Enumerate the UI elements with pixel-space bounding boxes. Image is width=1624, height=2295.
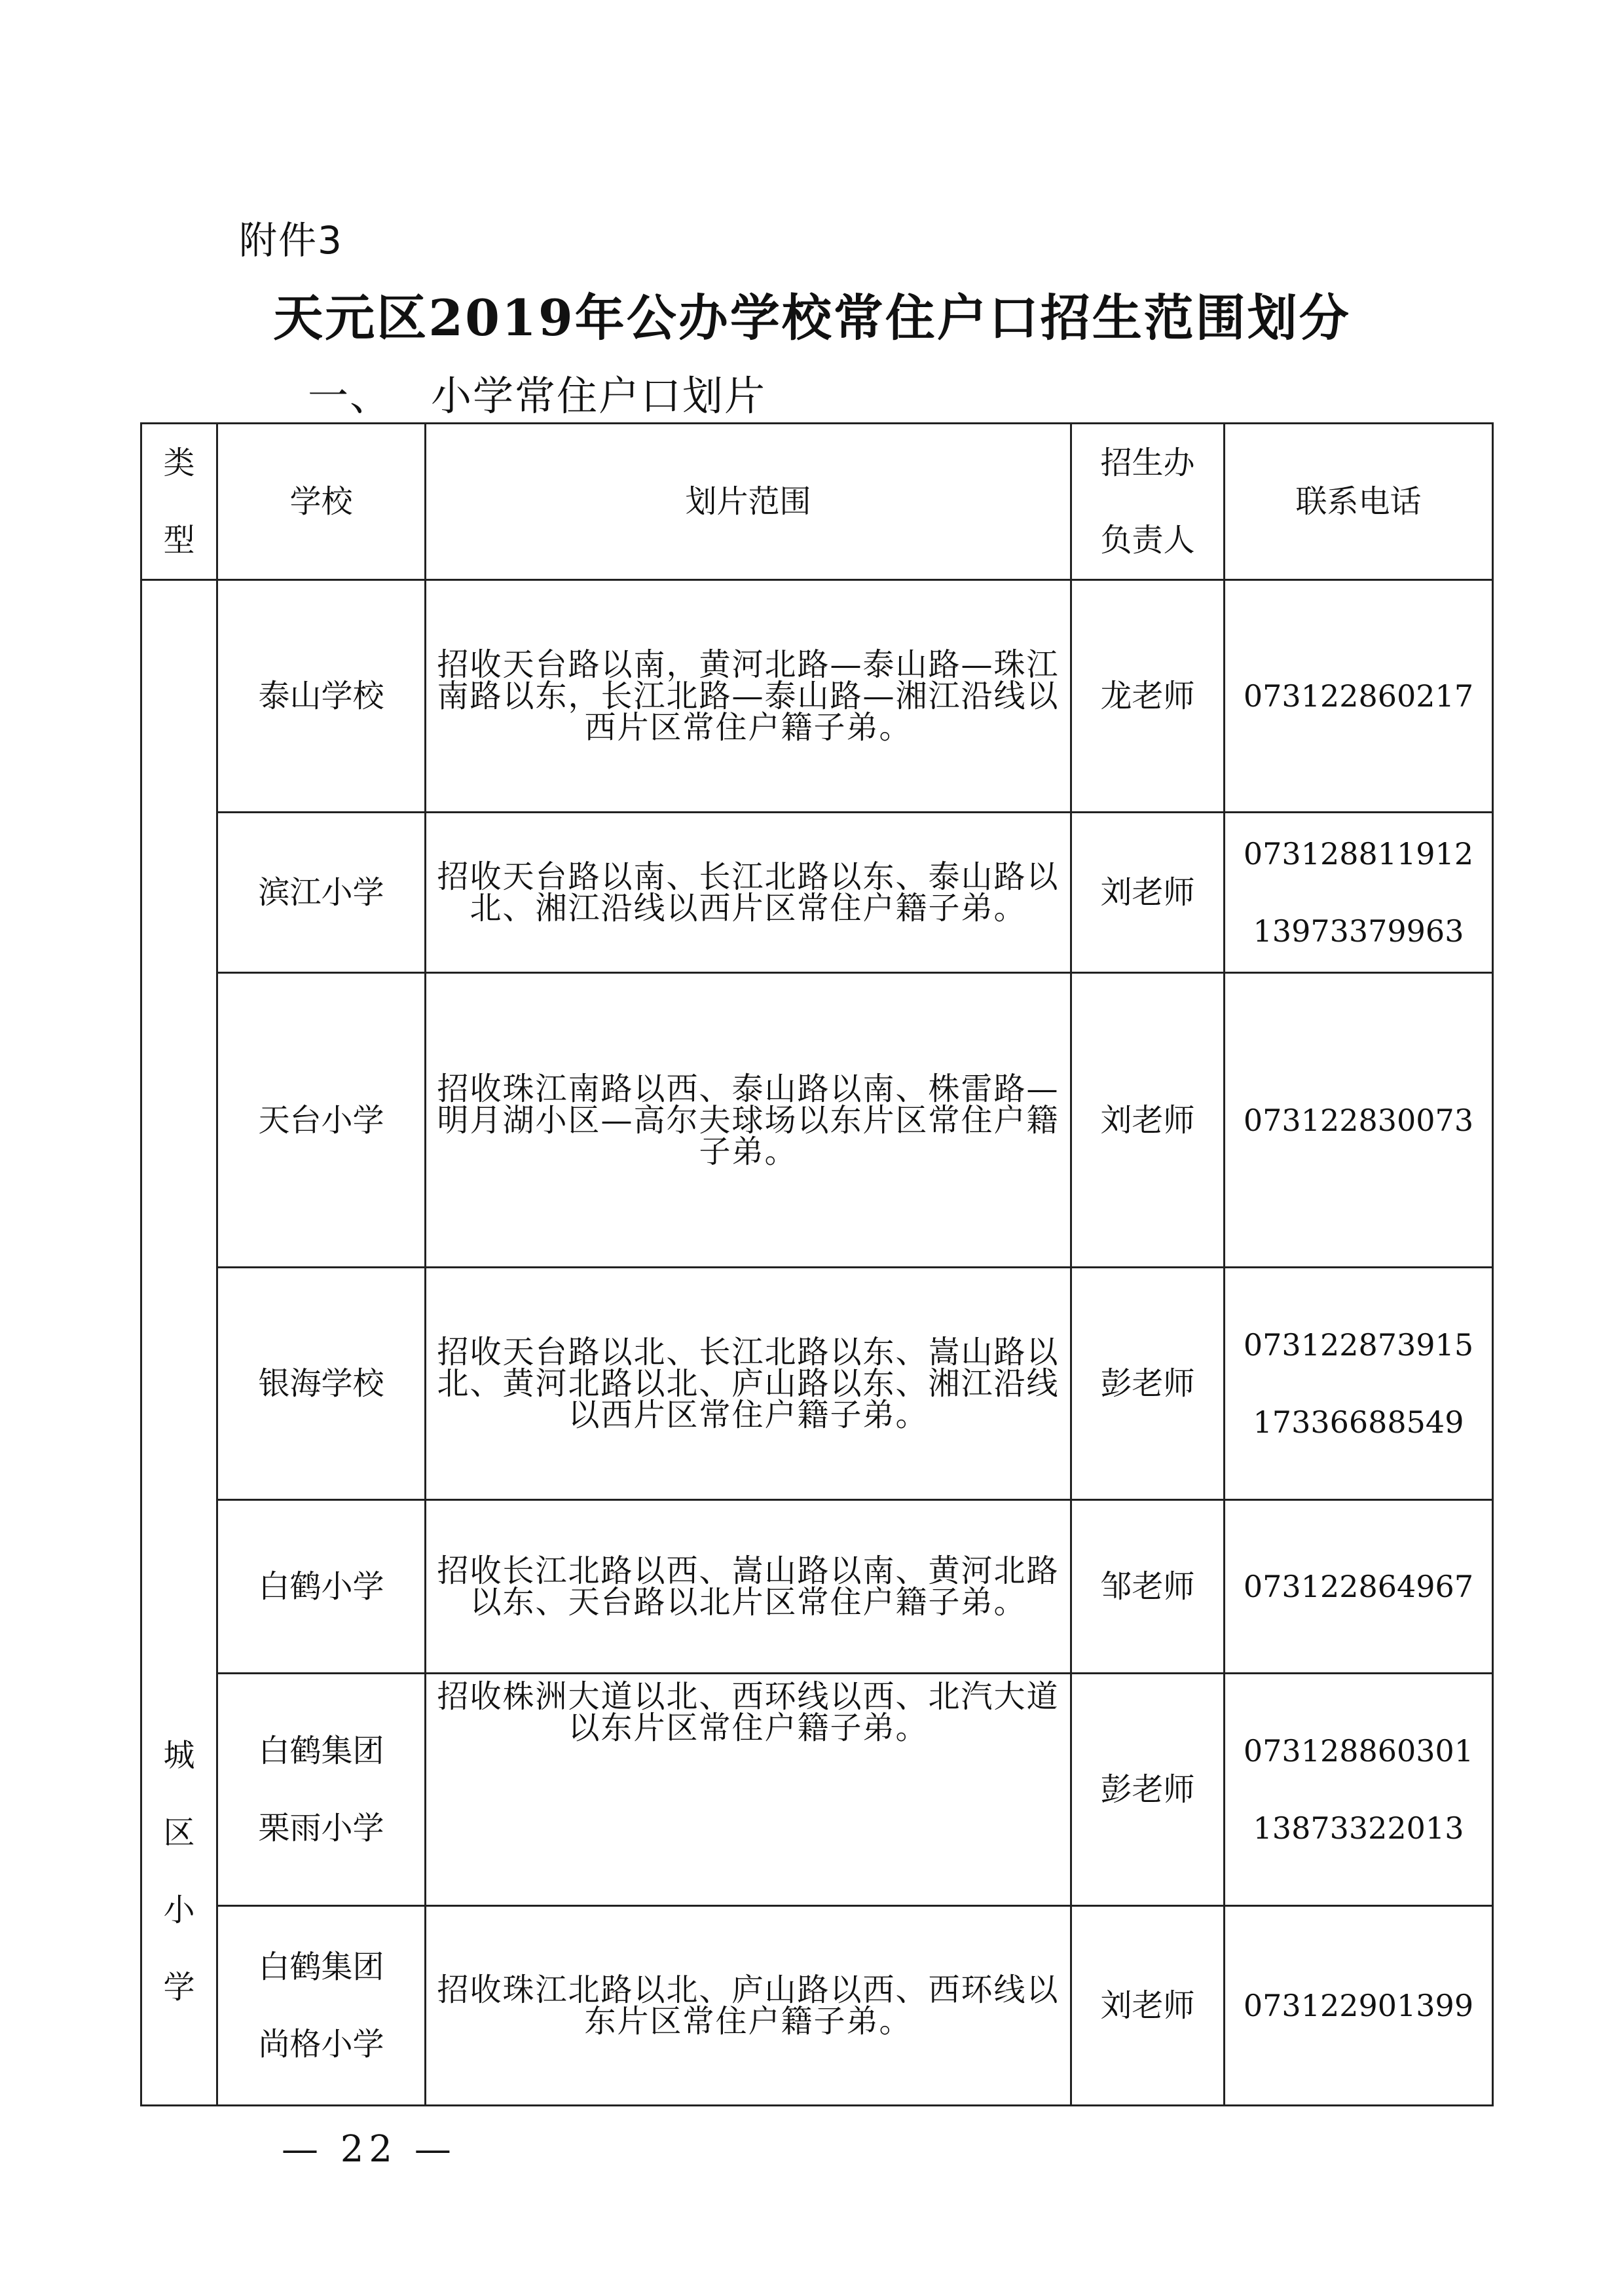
range-cell: 招收株洲大道以北、西环线以西、北汽大道以东片区常住户籍子弟。 xyxy=(426,1674,1071,1906)
contact-cell: 彭老师 xyxy=(1071,1268,1225,1500)
enrollment-table xyxy=(140,422,1494,2106)
table-header-row xyxy=(141,424,1493,580)
page-number: — 22 — xyxy=(282,2128,456,2171)
range-cell: 招收天台路以北、长江北路以东、嵩山路以北、黄河北路以北、庐山路以东、湘江沿线以西片区常住户籍子弟。 xyxy=(426,1268,1071,1500)
header-contact: 招生办 负责人 xyxy=(1071,424,1225,580)
contact-cell: 刘老师 xyxy=(1071,973,1225,1268)
phone-cell: 073122860217 xyxy=(1225,580,1493,813)
range-cell: 招收珠江北路以北、庐山路以西、西环线以东片区常住户籍子弟。 xyxy=(426,1906,1071,2106)
table-row xyxy=(141,813,1493,973)
range-cell: 招收长江北路以西、嵩山路以南、黄河北路以东、天台路以北片区常住户籍子弟。 xyxy=(426,1500,1071,1674)
school-cell: 滨江小学 xyxy=(217,813,426,973)
attachment-label: 附件3 xyxy=(239,218,343,263)
table-row xyxy=(141,580,1493,813)
contact-cell: 刘老师 xyxy=(1071,1906,1225,2106)
header-school: 学校 xyxy=(217,424,426,580)
header-type: 类 型 xyxy=(141,424,217,580)
table-row xyxy=(141,1674,1493,1906)
header-phone: 联系电话 xyxy=(1225,424,1493,580)
section-number: 一、 xyxy=(308,372,392,420)
phone-cell: 073122830073 xyxy=(1225,973,1493,1268)
contact-cell: 邹老师 xyxy=(1071,1500,1225,1674)
contact-cell: 刘老师 xyxy=(1071,813,1225,973)
school-cell: 泰山学校 xyxy=(217,580,426,813)
document-title: 天元区2019年公办学校常住户口招生范围划分 xyxy=(273,289,1351,347)
school-cell: 白鹤集团 栗雨小学 xyxy=(217,1674,426,1906)
table-row xyxy=(141,1906,1493,2106)
contact-cell: 彭老师 xyxy=(1071,1674,1225,1906)
table-row xyxy=(141,1268,1493,1500)
phone-cell: 073122873915 17336688549 xyxy=(1225,1268,1493,1500)
range-cell: 招收珠江南路以西、泰山路以南、株雷路—明月湖小区—高尔夫球场以东片区常住户籍子弟。 xyxy=(426,973,1071,1268)
section-heading xyxy=(308,363,766,422)
range-cell: 招收天台路以南、长江北路以东、泰山路以北、湘江沿线以西片区常住户籍子弟。 xyxy=(426,813,1071,973)
header-range: 划片范围 xyxy=(426,424,1071,580)
phone-cell: 073128811912 13973379963 xyxy=(1225,813,1493,973)
phone-cell: 073122901399 xyxy=(1225,1906,1493,2106)
school-cell: 银海学校 xyxy=(217,1268,426,1500)
school-cell: 天台小学 xyxy=(217,973,426,1268)
range-cell: 招收天台路以南，黄河北路—泰山路—珠江南路以东，长江北路—泰山路—湘江沿线以西片区常住户籍子弟。 xyxy=(426,580,1071,813)
table-row xyxy=(141,1500,1493,1674)
table-row xyxy=(141,973,1493,1268)
phone-cell: 073122864967 xyxy=(1225,1500,1493,1674)
contact-cell: 龙老师 xyxy=(1071,580,1225,813)
category-cell: 城 区 小 学 xyxy=(141,580,217,2106)
school-cell: 白鹤小学 xyxy=(217,1500,426,1674)
phone-cell: 073128860301 13873322013 xyxy=(1225,1674,1493,1906)
school-cell: 白鹤集团 尚格小学 xyxy=(217,1906,426,2106)
section-label: 小学常住户口划片 xyxy=(431,372,767,420)
